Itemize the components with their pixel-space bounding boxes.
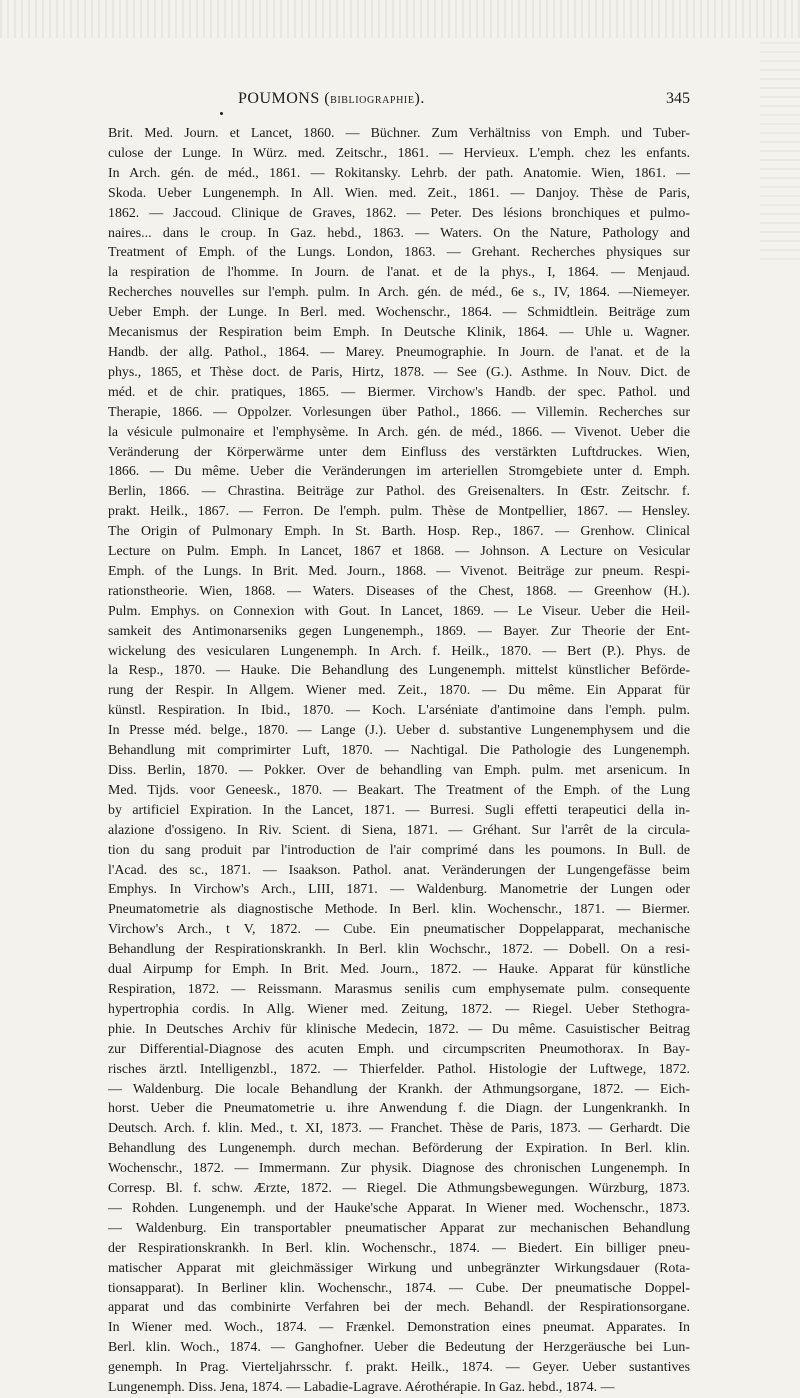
- running-head-small-caps: BIBLIOGRAPHIE: [330, 95, 415, 106]
- scan-noise-right: [760, 40, 800, 260]
- bibliography-line: samkeit des Antimonarseniks gegen Lungenemph., 1869. — Bayer. Zur Theorie der Ent-: [108, 623, 690, 639]
- header-dot: [220, 112, 223, 115]
- bibliography-line: Berl. klin. Woch., 1874. — Ganghofner. Ueber die Bedeutung der Herzgeräusche bei Lun-: [108, 1340, 690, 1356]
- bibliography-line: culose der Lunge. In Würz. med. Zeitschr., 1861. — Hervieux. L'emph. chez les enfants.: [108, 145, 690, 161]
- bibliography-line: risches ärztl. Intelligenzbl., 1872. — Thierfelder. Pathol. Histologie der Luftwege, 1872.: [108, 1061, 690, 1077]
- bibliography-line: der Respirationskrankh. In Berl. klin. Wochenschr., 1874. — Biedert. Ein billiger pneu-: [108, 1240, 690, 1256]
- bibliography-line: 1862. — Jaccoud. Clinique de Graves, 1862. — Peter. Des lésions bronchiques et pulmo-: [108, 205, 690, 221]
- bibliography-line: prakt. Heilk., 1867. — Ferron. De l'emph. pulm. Thèse de Montpellier, 1867. — Hensley.: [108, 504, 690, 520]
- bibliography-line: künstl. Respiration. In Ibid., 1870. — Koch. L'arséniate d'antimoine dans l'emph. pulm.: [108, 703, 690, 719]
- bibliography-line: Treatment of Emph. of the Lungs. London, 1863. — Grehant. Recherches physiques sur: [108, 245, 690, 261]
- bibliography-line: Handb. der allg. Pathol., 1864. — Marey. Pneumographie. In Journ. de l'anat. et de la: [108, 344, 690, 360]
- bibliography-line: Emph. of the Lungs. In Brit. Med. Journ., 1868. — Vivenot. Beiträge zur pneum. Respi-: [108, 563, 690, 579]
- bibliography-line: Recherches nouvelles sur l'emph. pulm. In Arch. gén. de méd., 6e s., IV, 1864. —Niemeyer.: [108, 285, 690, 301]
- running-head-end: ).: [414, 90, 425, 107]
- scan-noise-top: [0, 0, 800, 38]
- bibliography-line: Emphys. In Virchow's Arch., LIII, 1871. — Waldenburg. Manometrie der Lungen oder: [108, 882, 690, 898]
- bibliography-line: wickelung des vesicularen Lungenemph. In Arch. f. Heilk., 1870. — Bert (P.). Phys. de: [108, 643, 690, 659]
- bibliography-line: Brit. Med. Journ. et Lancet, 1860. — Büchner. Zum Verhältniss von Emph. und Tuber-: [108, 126, 690, 141]
- bibliography-line: The Origin of Pulmonary Emph. In St. Barth. Hosp. Rep., 1867. — Grenhow. Clinical: [108, 524, 690, 540]
- bibliography-line: — Waldenburg. Die locale Behandlung der Krankh. der Athmungsorgane, 1872. — Eich-: [108, 1081, 690, 1097]
- bibliography-line: hypertrophia cordis. In Allg. Wiener med. Zeitung, 1872. — Riegel. Ueber Stethogra-: [108, 1001, 690, 1017]
- bibliography-line: Pulm. Emphys. on Connexion with Gout. In Lancet, 1869. — Le Viseur. Ueber die Heil-: [108, 603, 690, 619]
- bibliography-line: Ueber Emph. der Lunge. In Berl. med. Wochenschr., 1864. — Schmidtlein. Beiträge zum: [108, 305, 690, 321]
- bibliography-line: phys., 1865, et Thèse doct. de Paris, Hirtz, 1878. — See (G.). Asthme. In Nouv. Dict. de: [108, 364, 690, 380]
- bibliography-line: — Rohden. Lungenemph. und der Hauke'sche Apparat. In Wiener med. Wochenschr., 1873.: [108, 1200, 690, 1216]
- bibliography-line: — Waldenburg. Ein transportabler pneumatischer Apparat zur mechanischen Behandlung: [108, 1220, 690, 1236]
- bibliography-line: la vésicule pulmonaire et l'emphysème. In Arch. gén. de méd., 1866. — Vivenot. Ueber die: [108, 424, 690, 440]
- bibliography-line: Veränderung der Körperwärme unter dem Einfluss des verstärkten Luftdruckes. Wien,: [108, 444, 690, 460]
- bibliography-line: Wochenschr., 1872. — Immermann. Zur physik. Diagnose des chronischen Lungenemph. In: [108, 1161, 690, 1177]
- bibliography-line: l'Acad. des sc., 1871. — Isaakson. Pathol. anat. Veränderungen der Lungengefässe beim: [108, 862, 690, 878]
- bibliography-text: [108, 124, 690, 1396]
- bibliography-line: alazione d'ossigeno. In Riv. Scient. di Siena, 1871. — Gréhant. Sur l'arrêt de la circula-: [108, 822, 690, 838]
- bibliography-line: Behandlung des Lungenemph. durch mechan. Beförderung der Expiration. In Berl. klin.: [108, 1141, 690, 1157]
- bibliography-line: In Wiener med. Woch., 1874. — Frænkel. Demonstration eines pneumat. Apparates. In: [108, 1320, 690, 1336]
- bibliography-line: zur Differential-Diagnose des acuten Emph. und circumpscriten Pneumothorax. In Bay-: [108, 1041, 690, 1057]
- bibliography-line: by artificiel Expiration. In the Lancet, 1871. — Burresi. Sugli effetti terapeutici della in-: [108, 802, 690, 818]
- bibliography-line: genemph. In Prag. Vierteljahrsschr. f. prakt. Heilk., 1874. — Geyer. Ueber sustantives: [108, 1360, 690, 1376]
- bibliography-line: Med. Tijds. voor Geneesk., 1870. — Beakart. The Treatment of the Emph. of the Lung: [108, 782, 690, 798]
- bibliography-line: Therapie, 1866. — Oppolzer. Vorlesungen über Pathol., 1866. — Villemin. Recherches sur: [108, 404, 690, 420]
- bibliography-line: tionsapparat). In Berliner klin. Wochenschr., 1874. — Cube. Der pneumatische Doppel-: [108, 1280, 690, 1296]
- bibliography-line: horst. Ueber die Pneumatometrie u. ihre Anwendung f. die Diagn. der Lungenkrankh. In: [108, 1101, 690, 1117]
- bibliography-line: Skoda. Ueber Lungenemph. In All. Wien. med. Zeit., 1861. — Danjoy. Thèse de Paris,: [108, 185, 690, 201]
- bibliography-line: In Presse méd. belge., 1870. — Lange (J.). Ueber d. substantive Lungenemphysem und die: [108, 723, 690, 739]
- bibliography-line: Deutsch. Arch. f. klin. Med., t. XI, 1873. — Franchet. Thèse de Paris, 1873. — Gerhardt. Die: [108, 1121, 690, 1137]
- bibliography-line: Lungenemph. Diss. Jena, 1874. — Labadie-Lagrave. Aérothérapie. In Gaz. hebd., 1874. —: [108, 1380, 615, 1396]
- bibliography-line: dual Airpump for Emph. In Brit. Med. Journ., 1872. — Hauke. Apparat für künstliche: [108, 962, 690, 978]
- bibliography-line: Behandlung der Respirationskrankh. In Berl. klin Wochschr., 1872. — Dobell. On a resi-: [108, 942, 690, 958]
- bibliography-line: Pneumatometrie als diagnostische Methode. In Berl. klin. Wochenschr., 1871. — Biermer.: [108, 902, 690, 918]
- bibliography-line: apparat und das combinirte Verfahren bei der mech. Behandl. der Respirationsorgane.: [108, 1300, 690, 1316]
- page-number: 345: [666, 90, 690, 107]
- bibliography-line: Virchow's Arch., t V, 1872. — Cube. Ein pneumatischer Doppelapparat, mechanische: [108, 922, 690, 938]
- bibliography-line: Respiration, 1872. — Reissmann. Marasmus senilis cum emphysemate pulm. consequente: [108, 981, 690, 997]
- bibliography-line: Berlin, 1866. — Chrastina. Beiträge zur Pathol. des Greisenalters. In Œstr. Zeitschr. f.: [108, 484, 690, 500]
- bibliography-line: rung der Respir. In Allgem. Wiener med. Zeit., 1870. — Du même. Ein Apparat für: [108, 683, 690, 699]
- bibliography-line: rationstheorie. Wien, 1868. — Waters. Diseases of the Chest, 1868. — Greenhow (H.).: [108, 583, 690, 599]
- page-header: [108, 90, 690, 112]
- bibliography-line: phie. In Deutsches Archiv für klinische Medecin, 1872. — Du même. Casuistischer Beitrag: [108, 1021, 690, 1037]
- bibliography-line: naires... dans le croup. In Gaz. hebd., 1863. — Waters. On the Nature, Pathology and: [108, 225, 690, 241]
- bibliography-line: méd. et de chir. pratiques, 1865. — Biermer. Virchow's Handb. der spec. Pathol. und: [108, 384, 690, 400]
- bibliography-line: matischer Apparat mit gleichmässiger Wirkung und unbegränzter Wirkungsdauer (Rota-: [108, 1260, 690, 1276]
- bibliography-line: la Resp., 1870. — Hauke. Die Behandlung des Lungenemph. mittelst künstlicher Beförde-: [108, 663, 690, 679]
- bibliography-line: 1866. — Du même. Ueber die Veränderungen im arteriellen Stromgebiete unter d. Emph.: [108, 464, 690, 480]
- bibliography-line: Diss. Berlin, 1870. — Pokker. Over de behandling van Emph. pulm. met arsenicum. In: [108, 763, 690, 778]
- bibliography-line: tion du sang produit par l'introduction de l'air comprimé dans les poumons. In Bull. de: [108, 842, 690, 858]
- bibliography-line: Mecanismus der Respiration beim Emph. In Deutsche Klinik, 1864. — Uhle u. Wagner.: [108, 325, 690, 341]
- bibliography-line: Behandlung mit comprimirter Luft, 1870. — Nachtigal. Die Pathologie des Lungenemph.: [108, 743, 690, 759]
- bibliography-line: In Arch. gén. de méd., 1861. — Rokitansky. Lehrb. der path. Anatomie. Wien, 1861. —: [108, 165, 690, 181]
- bibliography-line: Corresp. Bl. f. schw. Ærzte, 1872. — Riegel. Die Athmungsbewegungen. Würzburg, 1873.: [108, 1181, 690, 1197]
- running-head: [238, 90, 425, 108]
- bibliography-line: la respiration de l'homme. In Journ. de l'anat. et de la phys., I, 1864. — Menjaud.: [108, 265, 690, 281]
- bibliography-line: Lecture on Pulm. Emph. In Lancet, 1867 et 1868. — Johnson. A Lecture on Vesicular: [108, 544, 690, 560]
- running-head-main: POUMONS (: [238, 90, 331, 107]
